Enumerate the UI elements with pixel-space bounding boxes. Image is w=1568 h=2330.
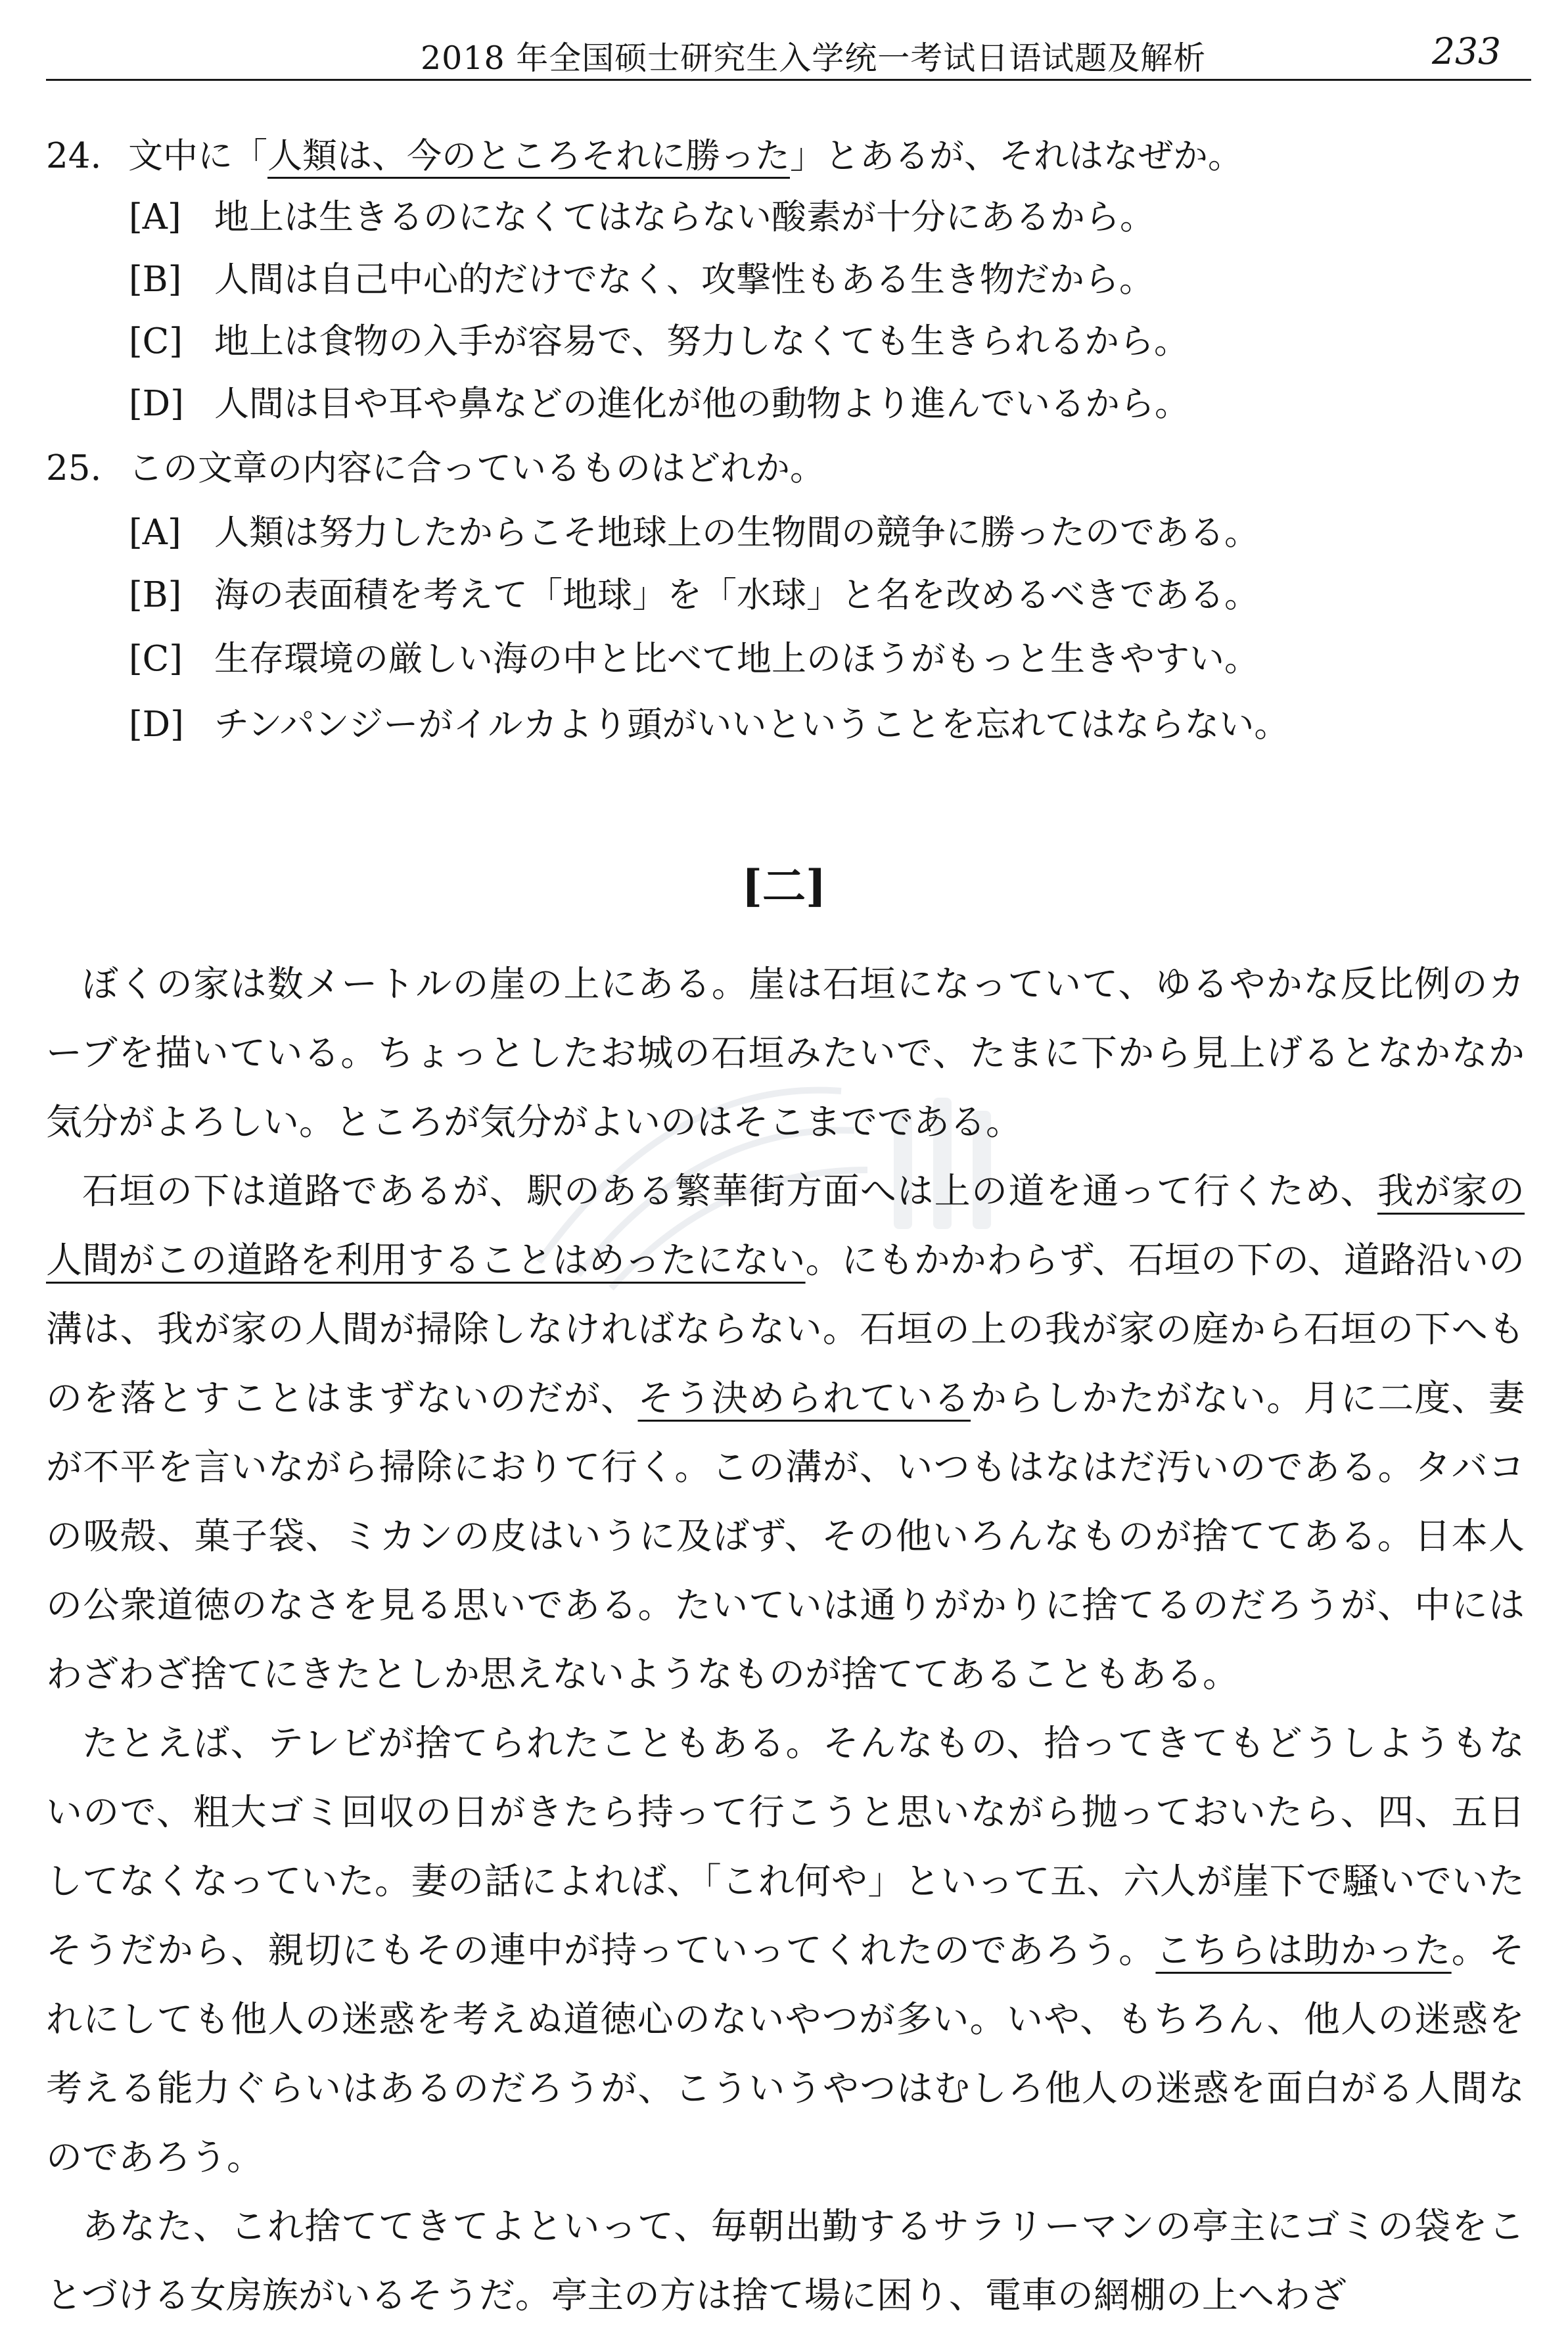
option-24-a: [A] 地上は生きるのになくてはならない酸素が十分にあるから。 [129, 197, 1155, 237]
option-25-b: [B] 海の表面積を考えて「地球」を「水球」と名を改めるべきである。 [129, 575, 1259, 615]
quoted-underline: 人類は、今のところそれに勝った [267, 136, 790, 176]
option-25-a: [A] 人類は努力したからこそ地球上の生物間の競争に勝ったのである。 [129, 513, 1259, 553]
underlined-phrase-3: こちらは助かった [1155, 1929, 1452, 1971]
header-title: 2018 年全国硕士研究生入学统一考试日语试题及解析 [421, 39, 1207, 77]
passage-paragraph-2: 石垣の下は道路であるが、駅のある繁華街方面へは上の道を通って行くため、我が家の人間がこの道路を利用することはめったにない。にもかかわらず、石垣の下の、道路沿いの溝は、我が家の人間が掃除しなければならない。石垣の上の我が家の庭から石垣の下へものを落とすことはまずないのだが、そう決められているからしかたがない。月に二度、妻が不平を言いながら掃除におりて行く。この溝が、いつもはなはだ汚いのである。タバコの吸殻、菓子袋、ミカンの皮はいうに及ばず、その他いろんなものが捨ててある。日本人の公衆道徳のなさを見る思いである。たいていは通りがかりに捨てるのだろうが、中にはわざわざ捨てにきたとしか思えないようなものが捨ててあることもある。 [46, 1170, 1525, 1695]
page-header [46, 28, 1531, 78]
option-24-c: [C] 地上は食物の入手が容易で、努力しなくても生きられるから。 [129, 321, 1189, 361]
passage-paragraph-1: ぼくの家は数メートルの崖の上にある。崖は石垣になっていて、ゆるやかな反比例のカーブを描いている。ちょっとしたお城の石垣みたいで、たまに下から見上げるとなかなか気分がよろしい。ところが気分がよいのはそこまでである。 [46, 963, 1525, 1143]
option-25-d: [D] チンパンジーがイルカより頭がいいということを忘れてはならない。 [129, 705, 1289, 745]
question-25-stem: 25. この文章の内容に合っているものはどれか。 [46, 448, 825, 488]
passage-paragraph-4: あなた、これ捨ててきてよといって、毎朝出勤するサラリーマンの亭主にゴミの袋をことづける女房族がいるそうだ。亭主の方は捨て場に困り、電車の網棚の上へわざ [46, 2205, 1525, 2316]
question-number: 25. [46, 448, 102, 488]
underlined-phrase-1: 我が家の人間がこの道路を利用することはめったにない [46, 1170, 1525, 1281]
question-number: 24. [46, 136, 102, 176]
passage-paragraph-3: たとえば、テレビが捨てられたこともある。そんなもの、拾ってきてもどうしようもないので、粗大ゴミ回収の日がきたら持って行こうと思いながら抛っておいたら、四、五日してなくなっていた。妻の話によれば、「これ何や」といって五、六人が崖下で騒いでいたそうだから、親切にもその連中が持っていってくれたのであろう。こちらは助かった。それにしても他人の迷惑を考えぬ道徳心のないやつが多い。いや、もちろん、他人の迷惑を考える能力ぐらいはあるのだろうが、こういうやつはむしろ他人の迷惑を面白がる人間なのであろう。 [46, 1722, 1525, 2178]
question-24-stem: 24. 文中に「人類は、今のところそれに勝った」とあるが、それはなぜか。 [46, 136, 1243, 176]
option-24-d: [D] 人間は目や耳や鼻などの進化が他の動物より進んでいるから。 [129, 384, 1189, 424]
option-25-c: [C] 生存環境の厳しい海の中と比べて地上のほうがもっと生きやすい。 [129, 639, 1259, 679]
underlined-phrase-2: そう決められている [637, 1377, 971, 1419]
page-number: 233 [1432, 30, 1501, 72]
header-rule [46, 79, 1531, 81]
section-heading: [二] [741, 860, 827, 912]
reading-passage [46, 950, 1525, 2330]
option-24-b: [B] 人間は自己中心的だけでなく、攻撃性もある生き物だから。 [129, 260, 1154, 300]
